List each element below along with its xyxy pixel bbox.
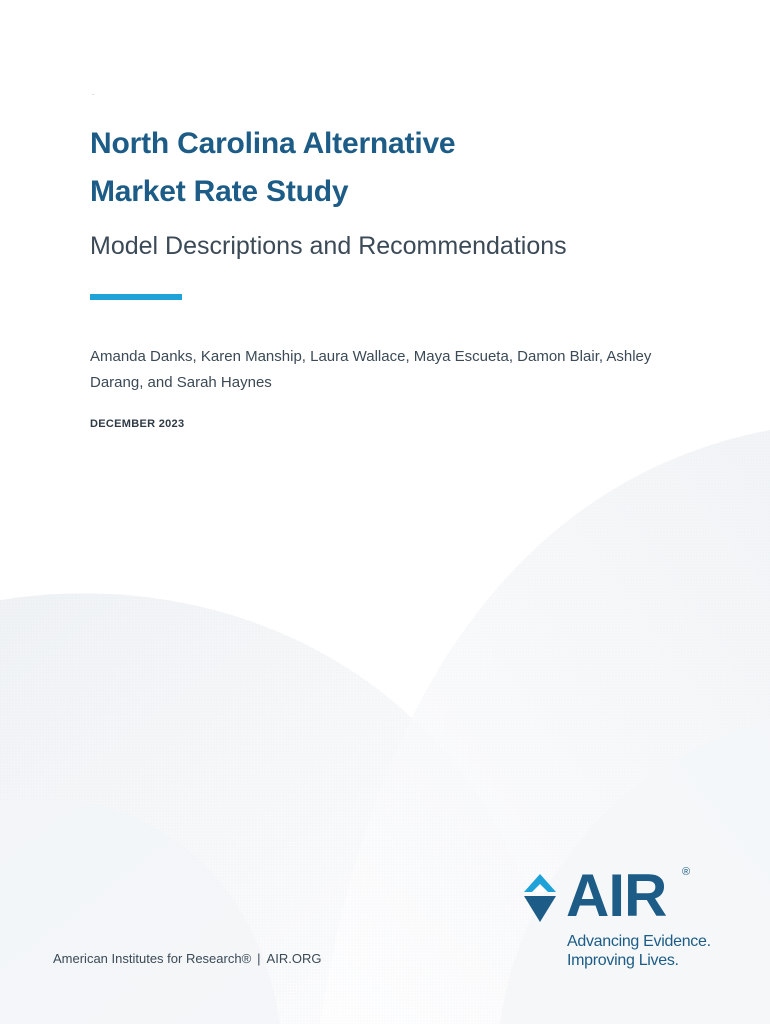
footer-separator: | xyxy=(257,951,261,966)
publication-date: DECEMBER 2023 xyxy=(90,418,185,430)
air-diamond-logo-icon xyxy=(520,870,560,926)
tagline-line2: Improving Lives. xyxy=(567,952,679,969)
tagline-line1: Advancing Evidence. xyxy=(567,933,711,950)
air-tagline xyxy=(567,932,711,970)
footer-organization xyxy=(53,951,321,966)
accent-divider xyxy=(90,294,182,300)
report-subtitle: Model Descriptions and Recommendations xyxy=(90,232,567,260)
report-title xyxy=(90,120,455,216)
report-title-line2: Market Rate Study xyxy=(90,175,349,208)
footer-website-link[interactable]: AIR.ORG xyxy=(266,951,322,966)
air-registered-mark: ® xyxy=(682,866,691,878)
report-title-line1: North Carolina Alternative xyxy=(90,127,456,160)
air-logo xyxy=(520,862,720,972)
air-wordmark: AIR xyxy=(566,862,667,929)
footer-org-name: American Institutes for Research® xyxy=(53,951,252,966)
stray-dot: . xyxy=(92,88,95,97)
author-list: Amanda Danks, Karen Manship, Laura Wallace, Maya Escueta, Damon Blair, Ashley Darang, and Sarah Haynes xyxy=(90,348,652,391)
